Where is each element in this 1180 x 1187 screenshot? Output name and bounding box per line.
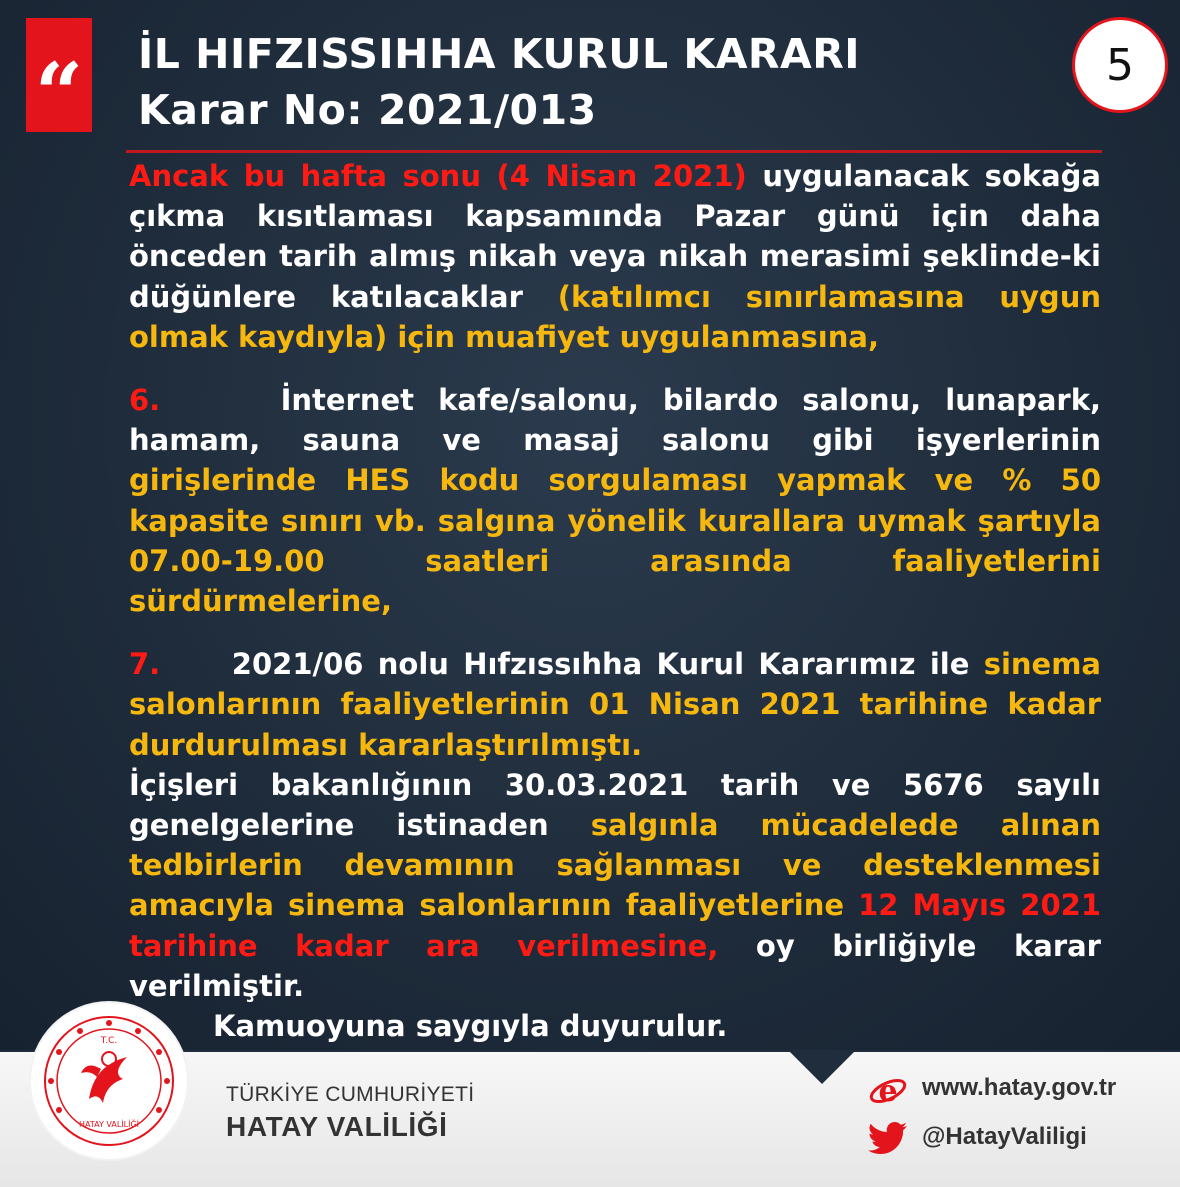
web-icon — [868, 1071, 908, 1111]
footer-notch — [788, 1050, 856, 1084]
p4-yellow-text: salgınla mücadelede alınan tedbirlerin devamının sağlanması ve desteklenmesi amacıyla sinema salonlarının faaliyetlerine — [129, 808, 1102, 923]
p1-red-text: Ancak bu hafta sonu (4 Nisan 2021) — [129, 159, 747, 193]
item-number-7: 7. — [129, 647, 161, 682]
p2-white-text: İnternet kafe/salonu, bilardo salonu, lunapark, hamam, sauna ve masaj salonu gibi işyerlerinin — [129, 383, 1102, 458]
seal-text-top: T.C. — [100, 1036, 118, 1046]
p4-white-text-2: oy birliğiyle karar verilmiştir. — [129, 928, 1101, 1003]
quote-icon — [26, 18, 92, 143]
twitter-icon — [868, 1121, 908, 1157]
paragraph-6 — [129, 380, 1101, 621]
website-link[interactable]: www.hatay.gov.tr — [922, 1074, 1117, 1101]
paragraph-7 — [129, 644, 1101, 765]
p4-red-text: 12 Mayıs 2021 tarihine kadar ara verilmesine, — [129, 888, 1101, 963]
page-title — [138, 26, 860, 138]
page-number-badge: 5 — [1072, 17, 1168, 113]
p3-yellow-text: sinema salonlarının faaliyetlerinin 01 Nisan 2021 tarihine kadar durdurulması kararlaştırılmıştı. — [129, 647, 1101, 762]
seal-svg — [31, 1003, 187, 1159]
seal-text-bottom: HATAY VALİLİĞİ — [78, 1120, 140, 1129]
twitter-link[interactable]: @HatayValiligi — [922, 1123, 1087, 1150]
org-line-1: TÜRKİYE CUMHURİYETİ — [226, 1083, 475, 1106]
svg-text:e: e — [878, 1074, 898, 1109]
p2-yellow-text: girişlerinde HES kodu sorgulaması yapmak ve % 50 kapasite sınırı vb. salgına yönelik kurallara uymak şartıyla 07.00-19.00 saatleri arasında faaliyetlerini sürdürmelerine, — [129, 463, 1101, 619]
p3-white-text: 2021/06 nolu Hıfzıssıhha Kurul Kararımız ile — [231, 647, 984, 682]
quote-mark: “ — [34, 44, 84, 143]
seal-emblem-icon — [31, 1003, 187, 1159]
decision-text — [129, 156, 1101, 1046]
org-line-2: HATAY VALİLİĞİ — [226, 1111, 448, 1142]
title-divider — [126, 150, 1102, 153]
p1-white-text: uygulanacak sokağa çıkma kısıtlaması kapsamında Pazar günü için daha önceden tarih almış nikah veya nikah merasimi şeklinde-ki düğünlere katılacaklar — [129, 159, 1101, 314]
title-line-1: İL HIFZISSIHHA KURUL KARARI — [138, 30, 861, 78]
paragraph-1 — [129, 156, 1101, 357]
p1-yellow-text: (katılımcı sınırlamasına uygun olmak kaydıyla) için muafiyet uygulanmasına, — [129, 279, 1101, 354]
title-line-2: Karar No: 2021/013 — [138, 86, 597, 134]
item-number-6: 6. — [129, 383, 161, 418]
paragraph-7b — [129, 765, 1101, 1006]
closing-line: Kamuoyuna saygıyla duyurulur. — [213, 1009, 728, 1044]
p4-white-text-1: İçişleri bakanlığının 30.03.2021 tarih ve 5676 sayılı genelgelerine istinaden — [129, 767, 1101, 843]
